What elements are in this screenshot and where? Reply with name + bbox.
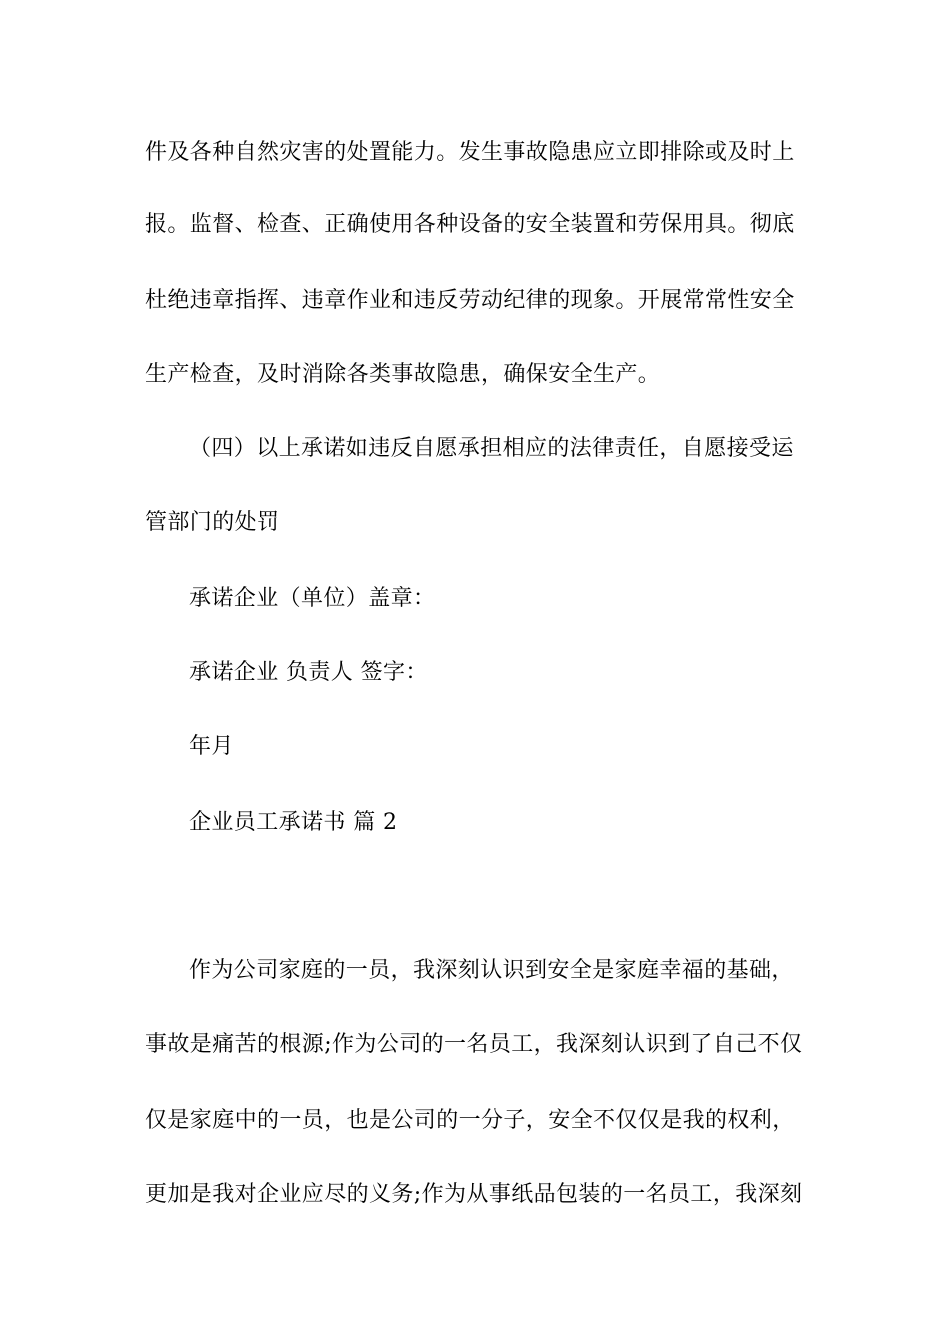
paragraph-line: 管部门的处罚 — [145, 510, 280, 535]
paragraph-line: 作为公司家庭的一员，我深刻认识到安全是家庭幸福的基础， — [189, 958, 794, 983]
paragraph-line: 报。监督、检查、正确使用各种设备的安全装置和劳保用具。彻底 — [145, 212, 795, 237]
paragraph-line: 更加是我对企业应尽的义务;作为从事纸品包装的一名员工，我深刻 — [145, 1182, 803, 1207]
paragraph-line: 仅是家庭中的一员，也是公司的一分子，安全不仅仅是我的权利， — [145, 1108, 795, 1133]
paragraph-line: 生产检查，及时消除各类事故隐患，确保安全生产。 — [145, 362, 661, 387]
signature-line: 承诺企业 负责人 签字： — [189, 660, 428, 685]
paragraph-line: 杜绝违章指挥、违章作业和违反劳动纪律的现象。开展常常性安全 — [145, 288, 795, 313]
paragraph-line: （四）以上承诺如违反自愿承担相应的法律责任，自愿接受运 — [189, 436, 794, 461]
paragraph-line: 件及各种自然灾害的处置能力。发生事故隐患应立即排除或及时上 — [145, 140, 795, 165]
paragraph-line: 事故是痛苦的根源;作为公司的一名员工，我深刻认识到了自己不仅 — [145, 1032, 803, 1057]
date-line: 年月 — [189, 734, 234, 759]
section-heading: 企业员工承诺书 篇 2 — [189, 810, 398, 835]
seal-line: 承诺企业（单位）盖章： — [189, 586, 436, 611]
